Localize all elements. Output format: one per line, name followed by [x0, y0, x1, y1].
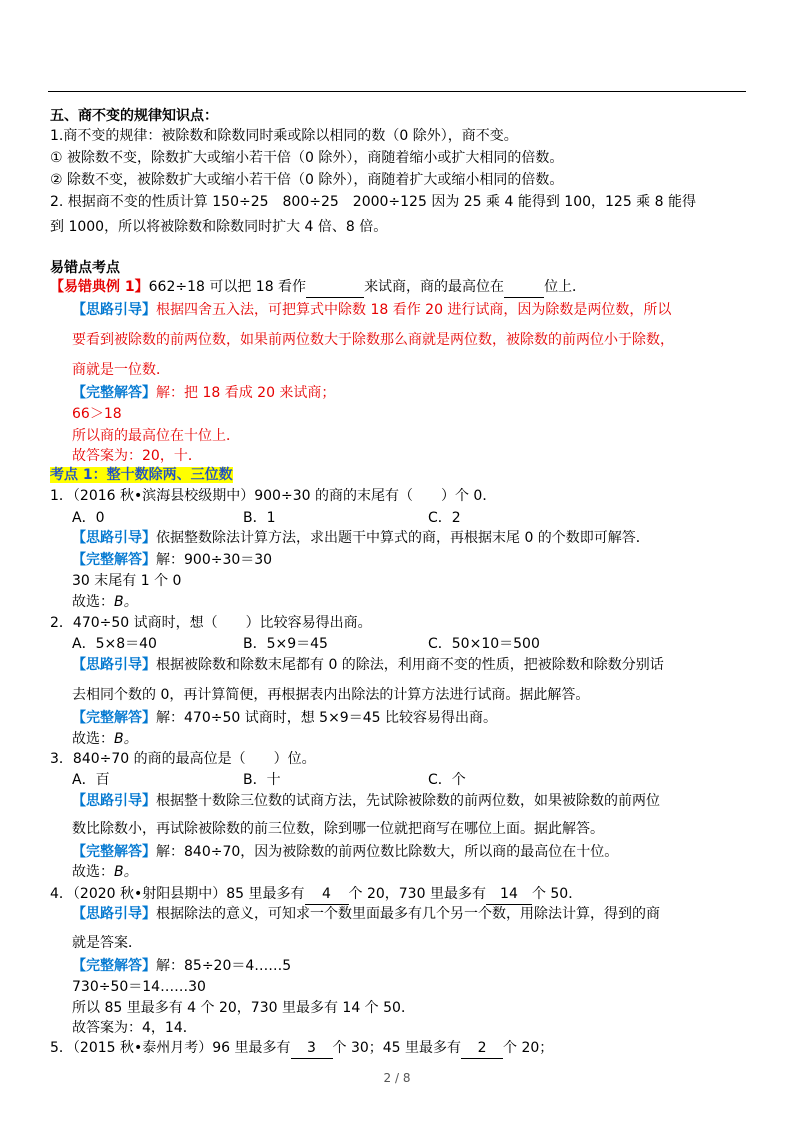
- example-tag: 【易错典例 1】: [50, 279, 149, 295]
- filled-blank: 4: [305, 884, 349, 905]
- option-c: C．2: [428, 510, 461, 526]
- guide-tag: 【思路引导】: [72, 302, 156, 318]
- answer-tag: 【完整解答】: [72, 844, 156, 860]
- question-stem: 1．（2016 秋•滨海县校级期中）900÷30 的商的末尾有（ ）个 0．: [50, 488, 497, 504]
- answer-blank: [504, 277, 544, 298]
- answer-line: 【完整解答】解：85÷20＝4……5: [72, 958, 292, 974]
- example-question: 【易错典例 1】662÷18 可以把 18 看作 来试商，商的最高位在 位上．: [50, 277, 586, 298]
- answer-line: 所以 85 里最多有 4 个 20，730 里最多有 14 个 50．: [72, 1000, 415, 1016]
- answer-tag: 【完整解答】: [72, 958, 156, 974]
- header-rule: [48, 91, 746, 92]
- answer-line: 【完整解答】解：900÷30＝30: [72, 552, 273, 568]
- option-b: B．1: [243, 510, 276, 526]
- answer-line: 730÷50＝14……30: [72, 979, 206, 995]
- guide-line: 商就是一位数．: [72, 362, 170, 378]
- filled-blank: 14: [486, 884, 532, 905]
- guide-line: 【思路引导】根据四舍五入法，可把算式中除数 18 看作 20 进行试商，因为除数是两位数，所以: [72, 302, 672, 318]
- question-stem: 2．470÷50 试商时，想（ ）比较容易得出商。: [50, 615, 372, 631]
- paragraph: ② 除数不变，被除数扩大或缩小若干倍（0 除外），商随着扩大或缩小相同的倍数。: [50, 172, 564, 188]
- answer-line: 【完整解答】解：840÷70，因为被除数的前两位数比除数大，所以商的最高位在十位。: [72, 844, 619, 860]
- guide-tag: 【思路引导】: [72, 530, 156, 546]
- option-c: C．50×10＝500: [428, 636, 540, 652]
- guide-line: 数比除数小，再试除被除数的前三位数，除到哪一位就把商写在哪位上面。据此解答。: [72, 821, 604, 837]
- guide-line: 【思路引导】根据被除数和除数末尾都有 0 的除法，利用商不变的性质，把被除数和除数分别话: [72, 657, 664, 673]
- guide-line: 【思路引导】依据整数除法计算方法，求出题干中算式的商，再根据末尾 0 的个数即可解答．: [72, 530, 650, 546]
- section-title: 五、商不变的规律知识点：: [50, 108, 218, 124]
- topic-label: 考点 1：整十数除两、三位数: [50, 467, 233, 483]
- option-a: A．百: [72, 772, 110, 788]
- filled-blank: 3: [291, 1038, 333, 1059]
- paragraph: 到 1000，所以将被除数和除数同时扩大 4 倍、8 倍。: [50, 219, 388, 235]
- paragraph: ① 被除数不变，除数扩大或缩小若干倍（0 除外），商随着缩小或扩大相同的倍数。: [50, 150, 564, 166]
- answer-line: 故答案为：20，十．: [72, 448, 202, 464]
- paragraph: 1.商不变的规律：被除数和除数同时乘或除以相同的数（0 除外），商不变。: [50, 128, 518, 144]
- option-b: B．5×9＝45: [243, 636, 328, 652]
- option-a: A．5×8＝40: [72, 636, 157, 652]
- answer-tag: 【完整解答】: [72, 385, 156, 401]
- question-stem: 5．（2015 秋•泰州月考）96 里最多有 3 个 30；45 里最多有 2 个 20；: [50, 1038, 553, 1059]
- choice-line: 故选：B。: [72, 594, 138, 610]
- guide-line: 要看到被除数的前两位数，如果前两位数大于除数那么商就是两位数，被除数的前两位小于除数，: [72, 332, 674, 348]
- guide-tag: 【思路引导】: [72, 657, 156, 673]
- option-b: B．十: [243, 772, 281, 788]
- answer-line: 所以商的最高位在十位上．: [72, 428, 240, 444]
- answer-blank: [306, 277, 364, 298]
- page-number: 2 / 8: [383, 1071, 411, 1085]
- filled-blank: 2: [461, 1038, 503, 1059]
- choice-line: 故选：B。: [72, 731, 138, 747]
- option-a: A．0: [72, 510, 105, 526]
- answer-tag: 【完整解答】: [72, 710, 156, 726]
- question-stem: 4．（2020 秋•射阳县期中）85 里最多有 4 个 20，730 里最多有 14 个 50．: [50, 884, 582, 905]
- section-heading: 易错点考点: [50, 260, 120, 276]
- answer-line: 66＞18: [72, 406, 122, 422]
- paragraph: 2. 根据商不变的性质计算 150÷25 800÷25 2000÷125 因为 25 乘 4 能得到 100，125 乘 8 能得: [50, 194, 696, 210]
- answer-line: 【完整解答】解：470÷50 试商时，想 5×9＝45 比较容易得出商。: [72, 710, 497, 726]
- answer-tag: 【完整解答】: [72, 552, 156, 568]
- guide-tag: 【思路引导】: [72, 793, 156, 809]
- guide-tag: 【思路引导】: [72, 906, 156, 922]
- answer-line: 30 末尾有 1 个 0: [72, 573, 182, 589]
- option-c: C．个: [428, 772, 466, 788]
- answer-line: 【完整解答】解：把 18 看成 20 来试商；: [72, 385, 336, 401]
- question-stem: 3．840÷70 的商的最高位是（ ）位。: [50, 751, 316, 767]
- choice-line: 故选：B。: [72, 864, 138, 880]
- guide-line: 【思路引导】根据整十数除三位数的试商方法，先试除被除数的前两位数，如果被除数的前两位: [72, 793, 660, 809]
- guide-line: 去相同个数的 0，再计算简便，再根据表内出除法的计算方法进行试商。据此解答。: [72, 687, 590, 703]
- guide-line: 就是答案．: [72, 935, 142, 951]
- guide-line: 【思路引导】根据除法的意义，可知求一个数里面最多有几个另一个数，用除法计算，得到的商: [72, 906, 660, 922]
- answer-line: 故答案为：4，14．: [72, 1020, 197, 1036]
